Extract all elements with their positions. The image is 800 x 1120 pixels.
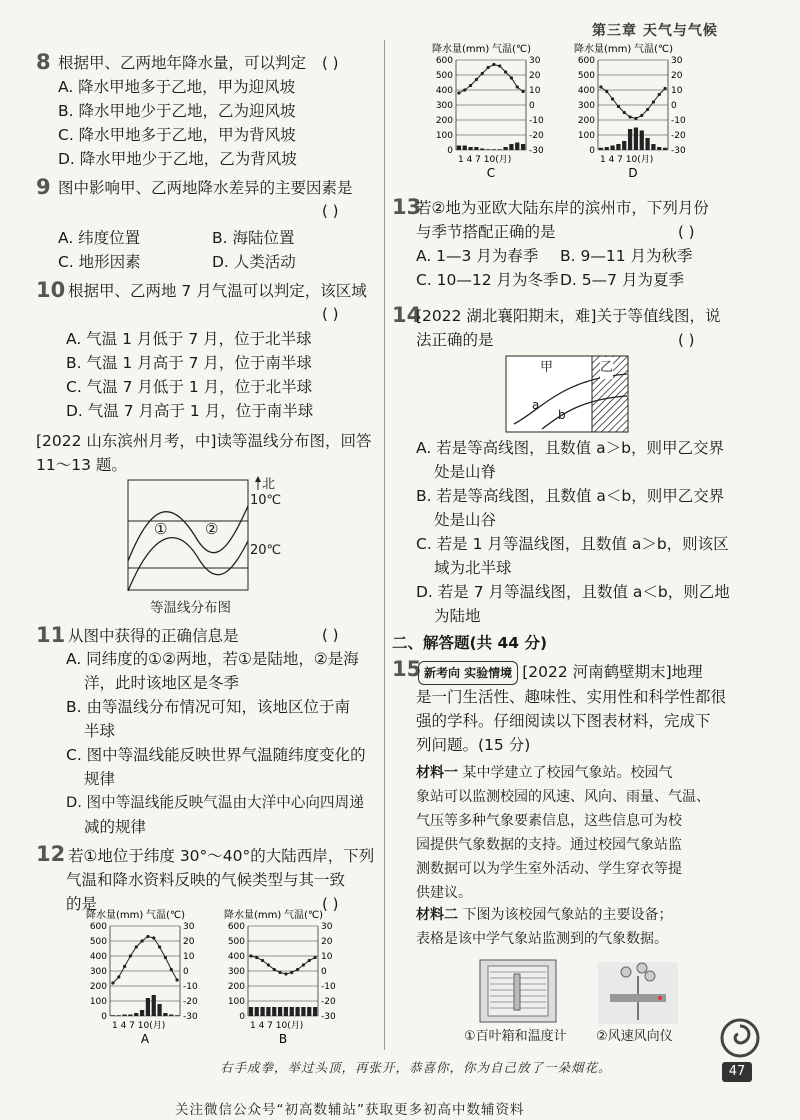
temp-point [611,97,614,100]
temp-point [284,972,287,975]
temp-tick-label: 30 [671,56,683,66]
spiral-logo-icon [718,1016,762,1060]
temp-point [308,959,311,962]
q13-option-b: B. 9—11 月为秋季 [560,247,693,265]
temp-point [469,84,472,87]
precip-bar [272,1007,276,1016]
precip-bar [128,1015,132,1017]
temp-point [617,105,620,108]
precip-tick-label: 600 [89,922,107,932]
temp-axis-title: 气温(℃) [492,44,532,55]
climate-chart-c [430,42,555,180]
temp-axis-title: 气温(℃) [634,44,674,55]
image-1-caption: ①百叶箱和温度计 [464,1029,567,1044]
q14-option-line: 处是山脊 [434,463,497,481]
q14-option-line: 处是山谷 [434,511,497,529]
point-1-label: ① [154,520,168,538]
q14-number: 14 [392,303,422,327]
q11-line: C. 图中等温线能反映世界气温随纬度变化的 [66,746,366,764]
temp-tick-label: 30 [321,922,333,932]
isotherm-caption: 等温线分布图 [150,600,231,616]
temp-point [605,90,608,93]
temp-tick-label: 0 [529,101,535,111]
temp-point [135,945,138,948]
q15-tag: 新考向 实验情境 [418,661,518,685]
footer-slogan: 右手成拳，举过头顶，再张开，恭喜你，你为自己放了一朵烟花。 [220,1060,612,1075]
temp-tick-label: -30 [529,146,544,156]
precip-tick-label: 200 [435,116,453,126]
precip-axis-title: 降水量(mm) [86,910,144,921]
temp-point [261,959,264,962]
precip-bar [307,1007,311,1016]
q12-answer-paren: ( ) [322,895,339,913]
q13-option-c: C. 10—12 月为冬季 [416,271,559,289]
precip-bar [605,147,609,150]
precip-bar [645,138,649,150]
precip-tick-label: 300 [227,967,245,977]
temp-tick-label: 20 [183,937,195,947]
material-1-label: 材料一 [416,765,458,781]
precip-bar [628,129,632,150]
month-axis-label: 1 4 7 10(月) [600,155,654,165]
point-2-label: ② [205,520,219,538]
temp-point [463,88,466,91]
north-label: 北 [262,477,276,492]
isotherm-10-label: 10℃ [250,493,282,508]
isotherm-20-label: 20℃ [250,543,282,558]
precip-bar [622,141,626,150]
precip-bar [480,149,484,151]
temp-point [175,978,178,981]
q8-option-a: A. 降水甲地多于乙地，甲为迎风坡 [58,78,296,96]
q9-stem: 图中影响甲、乙两地降水差异的主要因素是 [58,179,353,197]
temp-tick-label: -10 [183,982,198,992]
temp-point [278,971,281,974]
temp-tick-label: -10 [529,116,544,126]
temp-tick-label: -30 [671,146,686,156]
q14-option-line: 域为北半球 [434,559,512,577]
temp-point [521,90,524,93]
temp-point [510,76,513,79]
temp-tick-label: -20 [671,131,686,141]
precip-bar [503,147,507,150]
temp-point [481,72,484,75]
temp-tick-label: -20 [529,131,544,141]
q11-line: D. 图中等温线能反映气温由大洋中心向四周递 [66,794,364,811]
q14-option-line: C. 若是 1 月等温线图，且数值 a＞b，则该区 [416,535,729,553]
q14-option-line: D. 若是 7 月等温线图，且数值 a＜b，则乙地 [416,583,730,601]
q13-option-a: A. 1—3 月为春季 [416,247,539,265]
precip-tick-label: 200 [227,982,245,992]
chart-label: D [628,166,638,180]
precip-bar [492,149,496,150]
q9-option-b: B. 海陆位置 [212,229,295,247]
precip-bar [521,144,525,150]
bottom-banner: 关注微信公众号“初高数辅站”获取更多初高中数辅资料 [175,1102,525,1118]
precip-bar [616,144,620,150]
precip-bar [651,144,655,150]
temp-point [663,87,666,90]
precip-bar [295,1007,299,1016]
q14-option-line: A. 若是等高线图，且数值 a＞b，则甲乙交界 [416,439,724,457]
temp-point [640,114,643,117]
q11-line: A. 同纬度的①②两地，若①是陆地，②是海 [66,650,359,668]
q15-first-line [418,661,703,685]
q8-option-b: B. 降水甲地少于乙地，乙为迎风坡 [58,102,296,120]
q15-line: 列问题。(15 分) [416,736,531,754]
temp-tick-label: 10 [183,952,195,962]
precip-bar [301,1007,305,1016]
precip-tick-label: 0 [101,1012,107,1022]
precip-tick-label: 0 [447,146,453,156]
q9-option-c: C. 地形因素 [58,253,141,271]
temp-tick-label: 0 [183,967,189,977]
precip-bar [169,1015,173,1017]
precip-tick-label: 500 [227,937,245,947]
column-divider [384,40,385,1050]
precip-tick-label: 200 [577,116,595,126]
precip-tick-label: 100 [89,997,107,1007]
q10-answer-paren: ( ) [322,305,339,323]
precip-bar [284,1007,288,1016]
temp-tick-label: 10 [529,86,541,96]
material-1-line: 园提供气象数据的支持。通过校园气象站监 [416,837,682,853]
chart-label: A [140,1032,150,1046]
chart-label: B [278,1032,288,1046]
temp-point [255,956,258,959]
climate-chart-a [84,908,199,1046]
temp-axis-title: 气温(℃) [284,910,324,921]
precip-bar [634,128,638,151]
temp-point [516,85,519,88]
q14-answer-paren: ( ) [678,331,695,349]
q12-line: 的是 [66,895,98,913]
temp-tick-label: 10 [321,952,333,962]
precip-bar [278,1007,282,1016]
precip-bar [509,144,513,150]
temp-point [302,963,305,966]
map-label-b: b [558,408,566,422]
precip-tick-label: 400 [89,952,107,962]
temp-axis-title: 气温(℃) [146,910,186,921]
q10-option-d: D. 气温 7 月高于 1 月，位于南半球 [66,402,314,420]
q12-line: 气温和降水资料反映的气候类型与其一致 [66,871,346,889]
q14-line: [2022 湖北襄阳期末，难]关于等值线图，说 [416,307,721,325]
temp-tick-label: -30 [183,1012,198,1022]
precip-bar [146,998,150,1016]
q15-line: 强的学科。仔细阅读以下图表材料，完成下 [416,712,711,730]
month-axis-label: 1 4 7 10(月) [112,1021,166,1031]
precip-tick-label: 200 [89,982,107,992]
temp-point [498,64,501,67]
month-axis-label: 1 4 7 10(月) [250,1021,304,1031]
temp-tick-label: -20 [183,997,198,1007]
precip-bar [663,148,667,150]
page-number: 47 [722,1062,752,1082]
temp-tick-label: 20 [529,71,541,81]
temp-point [486,66,489,69]
q13-answer-paren: ( ) [678,223,695,241]
precip-bar [260,1007,264,1016]
q8-stem: 根据甲、乙两地年降水量，可以判定 [58,54,307,72]
precip-bar [498,149,502,150]
precip-tick-label: 500 [89,937,107,947]
section-2-title: 二、解答题(共 44 分) [392,634,548,652]
material-2 [416,904,672,926]
q15-line: 是一门生活性、趣味性、实用性和科学性都很 [416,688,727,706]
temp-point [140,939,143,942]
material-2-label: 材料二 [416,907,458,923]
precip-tick-label: 400 [577,86,595,96]
temp-tick-label: 0 [671,101,677,111]
precip-bar [610,146,614,151]
precip-bar [290,1007,294,1016]
q11-line: 减的规律 [84,818,147,836]
temp-point [249,954,252,957]
q12-line: 若①地位于纬度 30°～40°的大陆西岸，下列 [68,847,375,865]
q13-option-d: D. 5—7 月为夏季 [560,271,684,289]
precip-tick-label: 300 [577,101,595,111]
temp-point [634,117,637,120]
q11-line: B. 由等温线分布情况可知，该地区位于南 [66,698,350,716]
temp-tick-label: 0 [321,967,327,977]
temp-point [111,981,114,984]
q8-option-c: C. 降水甲地多于乙地，甲为背风坡 [58,126,296,144]
precip-tick-label: 0 [239,1012,245,1022]
precip-bar [140,1010,144,1016]
q11-line: 规律 [84,770,116,788]
anemometer-image [598,962,678,1024]
precip-tick-label: 100 [435,131,453,141]
chapter-header: 第三章 天气与气候 [592,23,718,39]
precip-bar [463,146,467,151]
temp-point [290,971,293,974]
q9-number: 9 [36,175,51,199]
precip-bar [163,1013,167,1016]
precip-tick-label: 500 [577,71,595,81]
month-axis-label: 1 4 7 10(月) [458,155,512,165]
q9-option-d: D. 人类活动 [212,253,296,271]
temp-point [170,968,173,971]
precip-axis-title: 降水量(mm) [432,44,490,55]
q9-answer-paren: ( ) [322,202,339,220]
precip-bar [599,148,603,150]
precip-bar [122,1015,126,1017]
climate-chart-b [222,908,347,1046]
q11-answer-paren: ( ) [322,626,339,644]
precip-bar [117,1015,121,1016]
temp-point [296,968,299,971]
q14-option-line: 为陆地 [434,607,481,625]
precip-tick-label: 300 [89,967,107,977]
intro-line-1: [2022 山东滨州月考，中]读等温线分布图，回答 [36,432,372,450]
precip-bar [515,143,519,151]
image-2-caption: ②风速风向仪 [596,1029,673,1044]
temp-point [623,111,626,114]
temp-point [475,78,478,81]
q11-number: 11 [36,623,66,647]
q10-number: 10 [36,278,66,302]
precip-tick-label: 0 [589,146,595,156]
precip-bar [266,1007,270,1016]
q10-option-c: C. 气温 7 月低于 1 月，位于北半球 [66,378,313,396]
precip-bar [486,149,490,150]
temp-point [599,85,602,88]
material-1-line: 供建议。 [416,885,472,901]
precip-tick-label: 100 [227,997,245,1007]
material-2-line: 表格是该中学气象站监测到的气象数据。 [416,931,668,947]
precip-bar [313,1007,317,1016]
precip-tick-label: 600 [227,922,245,932]
material-1-line: 测数据可以为学生室外活动、学生穿衣等提 [416,861,682,877]
temp-point [129,954,132,957]
temp-tick-label: 10 [671,86,683,96]
precip-bar [474,147,478,150]
material-1 [416,762,672,784]
precip-bar [111,1015,115,1016]
q11-stem: 从图中获得的正确信息是 [68,627,239,645]
precip-axis-title: 降水量(mm) [224,910,282,921]
precip-bar [657,147,661,150]
material-1-line: 某中学建立了校园气象站。校园气 [462,765,673,781]
temp-tick-label: -20 [321,997,336,1007]
precip-tick-label: 500 [435,71,453,81]
temp-tick-label: 30 [183,922,195,932]
intro-line-2: 11～13 题。 [36,456,127,474]
temp-point [123,965,126,968]
q10-option-a: A. 气温 1 月低于 7 月，位于北半球 [66,330,312,348]
precip-tick-label: 300 [435,101,453,111]
precip-bar [249,1007,253,1016]
map-label-jia: 甲 [540,360,554,375]
temp-point [492,63,495,66]
temp-point [267,963,270,966]
q11-line: 洋，此时该地区是冬季 [84,674,240,692]
q8-option-d: D. 降水甲地少于乙地，乙为背风坡 [58,150,297,168]
q13-line: 若②地为亚欧大陆东岸的滨州市，下列月份 [416,199,709,217]
q10-option-b: B. 气温 1 月高于 7 月，位于南半球 [66,354,312,372]
temp-point [117,975,120,978]
precip-bar [157,1004,161,1016]
q14-option-line: B. 若是等高线图，且数值 a＜b，则甲乙交界 [416,487,725,505]
temp-point [158,945,161,948]
climate-chart-d [572,42,697,180]
temp-tick-label: -10 [671,116,686,126]
map-label-yi: 乙 [600,357,613,379]
temp-line [601,87,665,119]
precip-bar [457,146,461,151]
precip-bar [640,131,644,151]
temp-tick-label: 20 [671,71,683,81]
precip-bar [134,1013,138,1016]
temp-point [457,91,460,94]
temp-point [152,936,155,939]
temp-point [313,956,316,959]
q12-number: 12 [36,842,66,866]
map-label-a: a [532,398,540,412]
precip-tick-label: 100 [577,131,595,141]
temp-line [113,937,177,984]
precip-bar [255,1007,259,1016]
precip-tick-label: 400 [227,952,245,962]
temp-point [164,956,167,959]
q15-source: [2022 河南鹤壁期末]地理 [522,663,703,681]
precip-bar [175,1015,179,1016]
q8-answer-paren: ( ) [322,54,339,72]
precip-tick-label: 600 [577,56,595,66]
temp-line [459,65,523,94]
precip-axis-title: 降水量(mm) [574,44,632,55]
precip-tick-label: 600 [435,56,453,66]
q10-stem: 根据甲、乙两地 7 月气温可以判定，该区域 [68,282,367,300]
temp-point [146,935,149,938]
louver-box-image [478,958,558,1024]
temp-point [646,108,649,111]
temp-point [628,115,631,118]
temp-point [652,100,655,103]
temp-point [504,70,507,73]
temp-tick-label: -10 [321,982,336,992]
material-1-line: 气压等多种气象要素信息，这些信息可为校 [416,813,682,829]
q8-number: 8 [36,50,51,74]
material-2-line: 下图为该校园气象站的主要设备； [462,907,673,923]
precip-bar [468,147,472,150]
material-1-line: 象站可以监测校园的风速、风向、雨量、气温、 [416,789,710,805]
chart-label: C [486,166,496,180]
temp-point [658,93,661,96]
temp-tick-label: -30 [321,1012,336,1022]
precip-tick-label: 400 [435,86,453,96]
q9-option-a: A. 纬度位置 [58,229,141,247]
temp-point [273,968,276,971]
q13-number: 13 [392,195,422,219]
q11-line: 半球 [84,722,116,740]
temp-tick-label: 20 [321,937,333,947]
q15-number: 15 [392,657,422,681]
q14-line: 法正确的是 [416,331,494,349]
precip-bar [152,995,156,1016]
q13-line: 与季节搭配正确的是 [416,223,556,241]
temp-tick-label: 30 [529,56,541,66]
